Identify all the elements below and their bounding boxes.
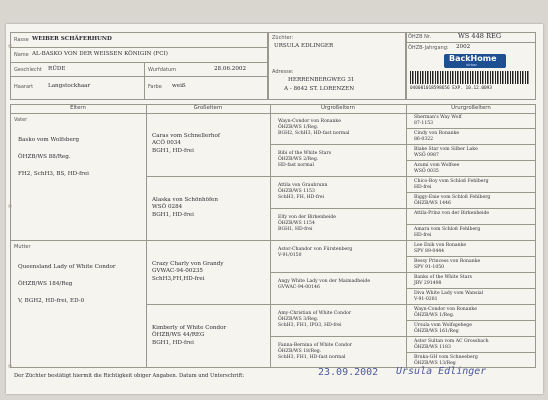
great-great-grandparent-entry: Biggy-Enie vom Schloß Fehlberg (414, 195, 491, 200)
footer-statement: Der Züchter bestätigt hiermit die Richtigkeit obiger Angaben. Datum und Unterschrift: (14, 373, 245, 379)
header-grosseltern: Großeltern (193, 105, 223, 111)
great-great-grandparent-entry: Azumi vom Wolfsee (414, 163, 460, 168)
great-great-grandparent-entry: Lee Enik von Ronanke (414, 243, 467, 248)
rasse-label: Rasse (14, 37, 29, 43)
great-great-grandparent-entry: Astor Sultan vom AC Grossbach (414, 339, 489, 344)
grandparent-entry: Kimberly of White Condor (152, 325, 227, 331)
great-grandparent-entry: Astor-Chandor von Fürstenberg (278, 247, 353, 252)
birth-date-value: 28.06.2002 (214, 66, 247, 72)
great-great-grandparent-entry: Diva White Lady vom Wansial (414, 291, 484, 296)
great-great-grandparent-entry: SPV 91-1050 (414, 265, 445, 270)
grandparent-entry: ÖHZB/WS 44/REG (152, 332, 205, 339)
sex-value: RÜDE (48, 66, 66, 72)
grandparent-entry: WSÖ 0284 (152, 204, 183, 211)
header-eltern: Eltern (70, 105, 86, 111)
grandparent-entry: Crazy Charly von Grandy (152, 261, 224, 267)
grandparent-entry: BGH1, HD-frei (152, 339, 194, 346)
color-value: weiß (172, 83, 186, 89)
breeder-name: URSULA EDLINGER (274, 43, 334, 49)
great-grandparent-entry: Bibi of the White Stars (278, 151, 332, 156)
address-line-1: HERRENBERGWEG 31 (288, 77, 355, 83)
father-line: FH2, SchH3, BS, HD-frei (18, 171, 89, 177)
great-great-grandparent-entry: WSÖ 0035 (414, 169, 439, 174)
backhome-logo: BackHome virbac (444, 54, 506, 68)
great-grandparent-entry: BGH2, SchH3, HD-fast normal (278, 131, 350, 136)
name-label: Name (14, 52, 29, 58)
breed-value: WEIBER SCHÄFERHUND (32, 36, 112, 42)
great-grandparent-entry: ÖHZB/WS 1/Reg. (278, 125, 319, 130)
haarart-label: Haarart (14, 84, 34, 90)
header-urgrosseltern: Urgroßeltern (320, 105, 356, 111)
grandparent-entry: GVWAC-94-00235 (152, 268, 203, 275)
great-great-grandparent-entry: WSÖ 0987 (414, 153, 439, 158)
grandparent-entry: ACÖ 0034 (152, 140, 181, 147)
great-great-grandparent-entry: ÖHZB/WS 161/Reg (414, 329, 459, 334)
great-great-grandparent-entry: Sherman's Way Wolf (414, 115, 462, 120)
grandparent-entry: Caras vom Schnellerhof (152, 133, 220, 139)
grandparent-entry: BGH1, HD-frei (152, 211, 194, 218)
oehzb-label: ÖHZB Nr. (408, 34, 432, 40)
great-grandparent-entry: Amy-Christian of White Condor (278, 311, 352, 316)
mother-line: V, BGH2, HD-frei, ED-0 (18, 298, 85, 304)
registry-number: WS 448 REG (458, 32, 502, 40)
mutter-label: Mutter (14, 244, 31, 250)
great-grandparent-entry: GVWAC-94-00146 (278, 285, 320, 290)
jahrgang-label: ÖHZB-Jahrgang: (408, 45, 449, 51)
great-great-grandparent-entry: Bessy Princess von Ronanke (414, 259, 481, 264)
mother-line: ÖHZB/WS 184/Reg (18, 281, 73, 287)
great-grandparent-entry: Angy White Lady von der Maimadheide (278, 279, 371, 284)
great-great-grandparent-entry: HD-frei (414, 233, 432, 238)
great-grandparent-entry: V-91/0150 (278, 253, 302, 258)
great-grandparent-entry: ÖHZB/WS 18/Reg. (278, 349, 322, 354)
great-grandparent-entry: ÖHZB/WS 2/Reg. (278, 157, 319, 162)
wurfdatum-label: Wurfdatum (148, 67, 176, 73)
great-grandparent-entry: ÖHZB/WS 1153 (278, 189, 315, 194)
great-great-grandparent-entry: ÖHZB/WS 1446 (414, 201, 451, 206)
great-grandparent-entry: Elfy von der Birkenheide (278, 215, 336, 220)
great-great-grandparent-entry: 87-1153 (414, 121, 434, 126)
grandparent-entry: Alaska von Schönhöfen (152, 197, 218, 203)
microchip-barcode (410, 71, 530, 84)
great-great-grandparent-entry: Ursula vom Wolfsgehege (414, 323, 472, 328)
vater-label: Vater (14, 117, 28, 123)
geschlecht-label: Geschlecht (14, 67, 42, 73)
great-grandparent-entry: Fanna-Bernina of White Condor (278, 343, 352, 348)
address-line-2: A - 8642 ST. LORENZEN (284, 86, 355, 92)
header-ururgrosseltern: Ururgroßeltern (451, 105, 491, 111)
father-line: Basko vom Wolfsberg (18, 137, 80, 143)
great-great-grandparent-entry: JRV 291498 (414, 281, 442, 286)
mother-line: Queensland Lady of White Condor (18, 264, 116, 270)
great-great-grandparent-entry: Bruka-GH vom Schneeberg (414, 355, 478, 360)
great-grandparent-entry: SchH3, FH1, IPO3, HD-frei (278, 323, 342, 328)
great-grandparent-entry: Wayn-Condor von Ronanke (278, 119, 341, 124)
zuechter-label: Züchter: (272, 35, 294, 41)
great-great-grandparent-entry: Attila-Prinz von der Birkenheide (414, 211, 490, 216)
grandparent-entry: BGH1, HD-frei (152, 147, 194, 154)
breeder-signature: Ursula Edlinger (396, 366, 487, 377)
great-great-grandparent-entry: ÖHZB/WS 13/Reg (414, 361, 456, 366)
great-great-grandparent-entry: Amara vom Schloß Fehlberg (414, 227, 481, 232)
great-great-grandparent-entry: V-91-0281 (414, 297, 438, 302)
great-great-grandparent-entry: Chico-Boy vom Schloß Fehlberg (414, 179, 489, 184)
great-great-grandparent-entry: 86-0322 (414, 137, 434, 142)
great-grandparent-entry: HD-fast normal (278, 163, 314, 168)
great-grandparent-entry: SchH3, FH, HD-frei (278, 195, 325, 200)
registry-year: 2002 (456, 44, 471, 50)
father-line: ÖHZB/WS 88/Reg. (18, 154, 71, 160)
coat-value: Langstockhaar (48, 83, 91, 89)
great-great-grandparent-entry: HD-frei (414, 185, 432, 190)
great-great-grandparent-entry: Wayn-Condor von Ronanke (414, 307, 477, 312)
grandparent-entry: SchH3,FH,HD-frei (152, 275, 205, 282)
great-grandparent-entry: SchH3, FH1, HD-fast normal (278, 355, 346, 360)
great-great-grandparent-entry: Banks of the White Stars (414, 275, 473, 280)
farbe-label: Farbe (148, 84, 162, 90)
signature-date: 23.09.2002 (318, 367, 379, 378)
dog-name-value: AL-BASKO VON DER WEISSEN KÖNIGIN (FCI) (32, 51, 168, 57)
great-great-grandparent-entry: Blake Star vom Silber Lake (414, 147, 478, 152)
adresse-label: Adresse: (272, 69, 294, 75)
great-grandparent-entry: ÖHZB/WS 3/Reg. (278, 317, 319, 322)
pedigree-sheet (6, 24, 543, 394)
great-grandparent-entry: BGH1, HD-frei (278, 227, 313, 232)
great-grandparent-entry: Attila von Graubrunn (278, 183, 328, 188)
great-great-grandparent-entry: ÖHZB/WS 1/Reg. (414, 313, 455, 318)
great-great-grandparent-entry: Cindy von Ronanke (414, 131, 460, 136)
great-grandparent-entry: ÖHZB/WS 1154 (278, 221, 315, 226)
great-great-grandparent-entry: SPV 89-0444 (414, 249, 445, 254)
great-great-grandparent-entry: ÖHZB/WS 1183 (414, 345, 451, 350)
microchip-number: 040001018598656 EXP. 10.12.0093 (410, 86, 492, 91)
